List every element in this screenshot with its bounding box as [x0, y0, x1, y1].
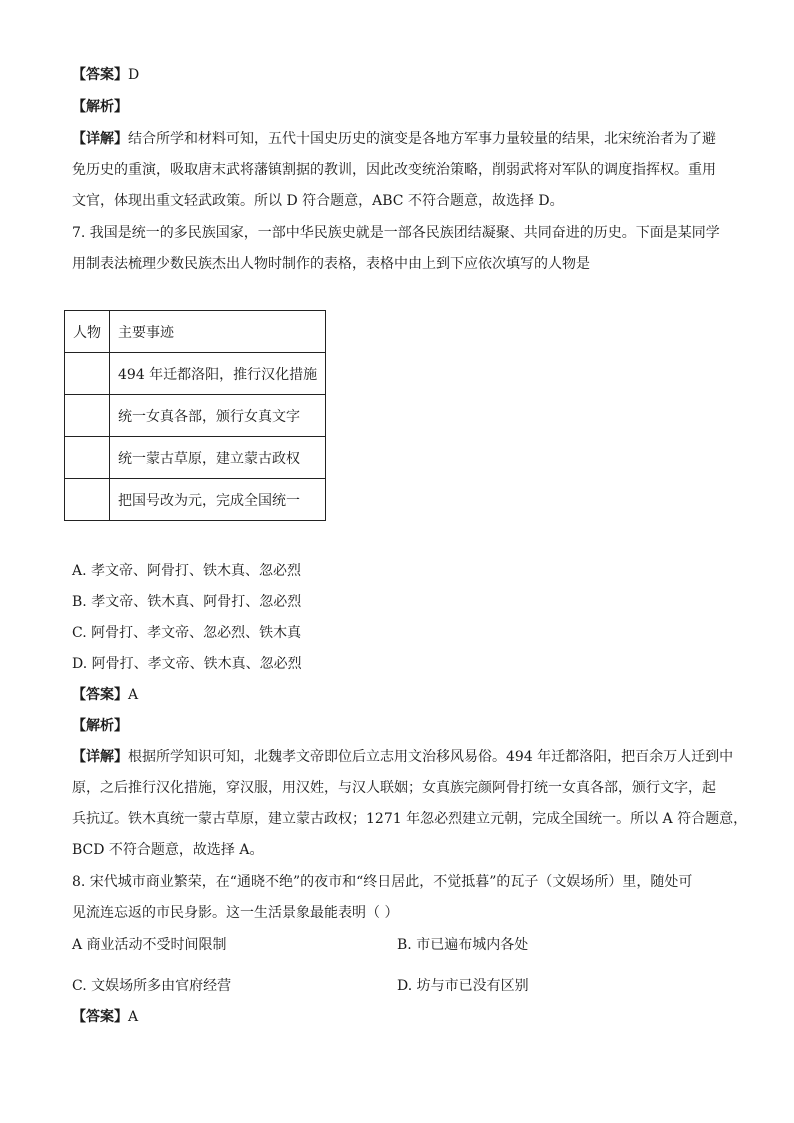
table-cell-person-empty	[65, 479, 110, 521]
table-row	[65, 437, 326, 479]
q7-detail-line-2: 原，之后推行汉化措施，穿汉服，用汉姓，与汉人联姻；女真族完颜阿骨打统一女真各部，颁行文字，起	[72, 780, 716, 796]
q8-option-b: B. 市已遍布城内各处	[397, 937, 529, 953]
table-header-deeds: 主要事迹	[110, 311, 326, 353]
q7-stem-line-2: 用制表法梳理少数民族杰出人物时制作的表格，表格中由上到下应依次填写的人物是	[72, 256, 590, 272]
q8-answer-label: 【答案】	[72, 1009, 128, 1025]
q7-detail-text-1: 根据所学知识可知，北魏孝文帝即位后立志用文治移风易俗。494 年迁都洛阳，把百余万人迁到中	[128, 749, 734, 765]
q8-stem-line-2: 见流连忘返的市民身影。这一生活景象最能表明（ ）	[72, 905, 399, 921]
q8-answer-value: A	[128, 1009, 139, 1025]
q8-answer	[72, 1006, 138, 1028]
q6-detail-line-1	[72, 128, 716, 150]
q6-analysis-label: 【解析】	[72, 99, 128, 115]
q6-answer	[72, 64, 139, 86]
table-cell-deed: 494 年迁都洛阳，推行汉化措施	[110, 353, 326, 395]
q6-analysis-heading	[72, 96, 128, 118]
table-row	[65, 395, 326, 437]
q7-answer	[72, 684, 138, 706]
table-cell-person-empty	[65, 353, 110, 395]
table-cell-deed: 统一女真各部，颁行女真文字	[110, 395, 326, 437]
q7-detail-line-3: 兵抗辽。铁木真统一蒙古草原，建立蒙古政权；1271 年忽必烈建立元朝，完成全国统一。所以 A 符合题意，	[72, 811, 748, 827]
q7-detail-line-4: BCD 不符合题意，故选择 A。	[72, 842, 264, 858]
q8-option-c: C. 文娱场所多由官府经营	[72, 978, 232, 994]
q7-detail-line-1	[72, 746, 733, 768]
q7-analysis-label: 【解析】	[72, 718, 128, 734]
q7-answer-value: A	[128, 687, 139, 703]
q6-detail-line-3: 文官，体现出重文轻武政策。所以 D 符合题意，ABC 不符合题意，故选择 D。	[72, 193, 564, 209]
q7-detail-label: 【详解】	[72, 749, 128, 765]
q7-option-c: C. 阿骨打、孝文帝、忽必烈、铁木真	[72, 625, 302, 641]
q7-option-d: D. 阿骨打、孝文帝、铁木真、忽必烈	[72, 656, 302, 672]
table-cell-deed: 统一蒙古草原，建立蒙古政权	[110, 437, 326, 479]
q6-detail-label: 【详解】	[72, 131, 128, 147]
q8-option-d: D. 坊与市已没有区别	[397, 978, 529, 994]
table-header-row	[65, 311, 326, 353]
q7-option-a: A. 孝文帝、阿骨打、铁木真、忽必烈	[72, 563, 302, 579]
q6-answer-label: 【答案】	[72, 67, 128, 83]
table-row	[65, 353, 326, 395]
q6-detail-text-1: 结合所学和材料可知，五代十国史历史的演变是各地方军事力量较量的结果，北宋统治者为了避	[128, 131, 716, 147]
table-cell-person-empty	[65, 395, 110, 437]
q7-answer-label: 【答案】	[72, 687, 128, 703]
q8-stem-line-1: 8. 宋代城市商业繁荣，在“通晓不绝”的夜市和“终日居此，不觉抵暮”的瓦子（文娱场所）里，随处可	[72, 874, 693, 890]
q6-detail-line-2: 免历史的重演，吸取唐末武将藩镇割据的教训，因此改变统治策略，削弱武将对军队的调度指挥权。重用	[72, 162, 716, 178]
q7-analysis-heading	[72, 715, 128, 737]
q7-stem-line-1: 7. 我国是统一的多民族国家，一部中华民族史就是一部各民族团结凝聚、共同奋进的历史。下面是某同学	[72, 225, 720, 241]
q7-option-b: B. 孝文帝、铁木真、阿骨打、忽必烈	[72, 594, 302, 610]
table-header-person: 人物	[65, 311, 110, 353]
table-cell-deed: 把国号改为元，完成全国统一	[110, 479, 326, 521]
table-cell-person-empty	[65, 437, 110, 479]
q6-answer-value: D	[128, 67, 140, 83]
q8-option-a: A 商业活动不受时间限制	[72, 937, 227, 953]
q7-table	[64, 310, 326, 521]
table-row	[65, 479, 326, 521]
